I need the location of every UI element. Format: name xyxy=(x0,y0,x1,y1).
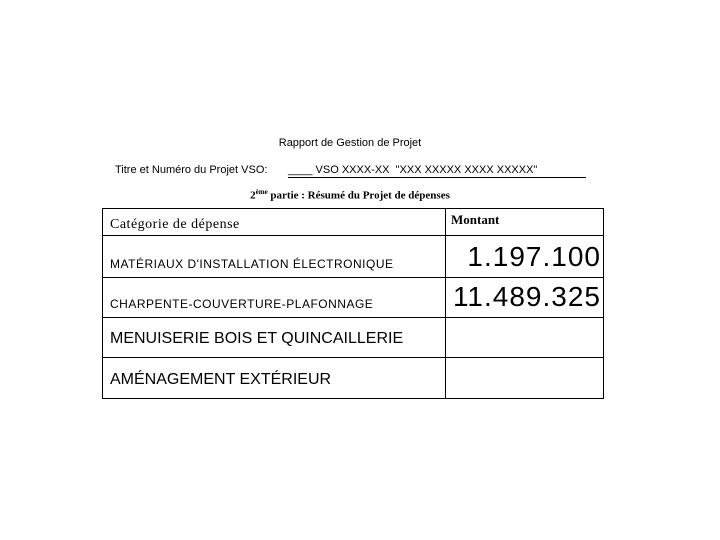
section-title: partie : Résumé du Projet de dépenses xyxy=(267,189,450,202)
category-cell: MATÉRIAUX D'INSTALLATION ÉLECTRONIQUE xyxy=(103,236,446,278)
amount-cell xyxy=(446,358,604,399)
category-cell: AMÉNAGEMENT EXTÉRIEUR xyxy=(103,358,446,399)
table-row xyxy=(103,278,604,318)
amount-column-header: Montant xyxy=(446,209,604,236)
category-column-header: Catégorie de dépense xyxy=(103,209,446,236)
table-header-row xyxy=(103,209,604,236)
table-row xyxy=(103,318,604,358)
project-number-field: ____ VSO XXXX-XX "XXX XXXXX XXXX XXXXX" xyxy=(288,164,586,178)
amount-cell: 1.197.100 xyxy=(446,236,604,278)
category-cell: CHARPENTE-COUVERTURE-PLAFONNAGE xyxy=(103,278,446,318)
report-title: Rapport de Gestion de Projet xyxy=(278,137,422,149)
expense-summary-table xyxy=(102,208,604,399)
table-row xyxy=(103,358,604,399)
category-cell: MENUISERIE BOIS ET QUINCAILLERIE xyxy=(103,318,446,358)
table-row xyxy=(103,236,604,278)
amount-cell xyxy=(446,318,604,358)
section-ordinal-suffix: ème xyxy=(255,188,268,196)
section-number: 2 xyxy=(250,189,256,202)
project-label: Titre et Numéro du Projet VSO: xyxy=(115,164,268,176)
section-heading xyxy=(0,188,700,202)
amount-cell: 11.489.325 xyxy=(446,278,604,318)
